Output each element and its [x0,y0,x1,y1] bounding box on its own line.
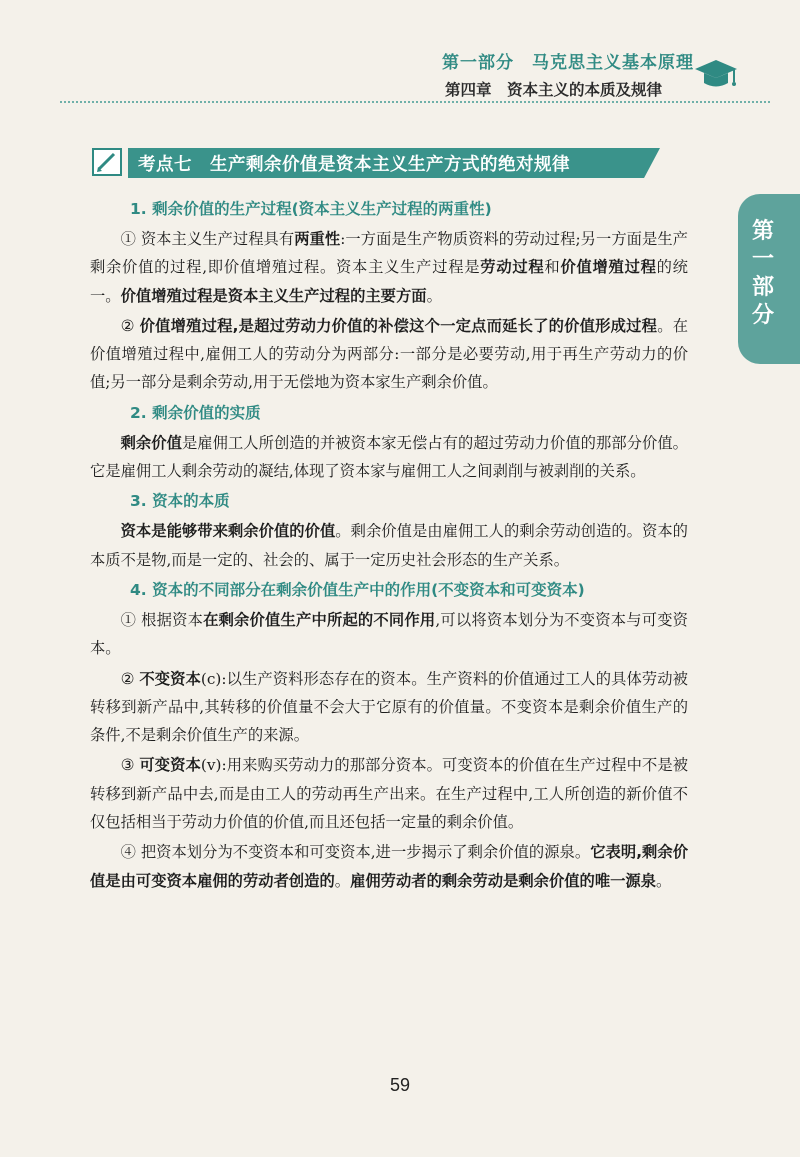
bold-text: 可变资本 [139,756,201,775]
bold-text: 两重性 [294,230,341,248]
header-divider [60,101,770,103]
section-title-banner [92,148,660,180]
subsection-heading-4: 4. 资本的不同部分在剩余价值生产中的作用(不变资本和可变资本) [130,580,585,599]
subsection-heading-2: 2. 剩余价值的实质 [130,403,261,422]
text: ① 资本主义生产过程具有 [120,230,295,248]
text: ② [120,316,140,335]
bold-text: 资本是能够带来剩余价值的价值 [120,522,336,541]
bold-text: 它表明,剩余价值是由可变资本雇佣的劳动者创造的 [90,843,688,890]
paragraph-2-1 [90,429,688,486]
paragraph-4-3 [90,751,688,836]
text: 。 [334,871,351,890]
text: (v):用来购买劳动力的那部分资本。可变资本的价值在生产过程中不是被转移到新产品中去,而是由工人的劳动再生产出来。在生产过程中,工人所创造的新价值不仅包括相当于劳动力价值的价值,而且还包括一定量的剩余价值。 [90,756,689,832]
paragraph-1-2 [90,312,688,397]
text: 是雇佣工人所创造的并被资本家无偿占有的超过劳动力价值的那部分价值。它是雇佣工人剩余劳动的凝结,体现了资本家与雇佣工人之间剥削与被剥削的关系。 [90,433,688,481]
text: ① 根据资本 [120,610,204,629]
bold-text: 价值增殖过程 [560,258,657,277]
bold-text: 价值增殖过程是资本主义生产过程的主要方面 [120,286,427,305]
graduation-cap-icon [694,58,738,92]
paragraph-4-4 [90,838,688,895]
bold-text: 雇佣劳动者的剩余劳动是剩余价值的唯一源泉 [350,871,657,890]
main-content [90,195,688,897]
paragraph-4-1 [90,606,688,663]
paragraph-1-1 [90,225,688,310]
subsection-heading-3: 3. 资本的本质 [130,492,230,511]
bold-text: 剩余价值 [120,433,182,452]
text: (c):以生产资料形态存在的资本。生产资料的价值通过工人的具体劳动被转移到新产品中,其转移的价值量不会大于它原有的价值量。不变资本是剩余价值生产的条件,不是剩余价值生产的来源。 [90,669,688,745]
text: 的统一。 [90,258,688,305]
text: ③ [120,756,140,775]
paragraph-3-1 [90,517,688,574]
bold-text: 价值增殖过程,是超过劳动力价值的补偿这个一定点而延长了的价值形成过程 [139,316,658,335]
subsection-heading-1: 1. 剩余价值的生产过程(资本主义生产过程的两重性) [130,200,492,218]
text: 。 [426,286,442,305]
header-part-title: 第一部分 马克思主义基本原理 [442,53,694,73]
text: :一方面是生产物质资料的劳动过程;另一方面是生产剩余价值的过程,即价值增殖过程。资本主义生产过程是 [90,230,688,277]
side-tab-label: 第一部分 [751,219,774,328]
text: ,可以将资本划分为不变资本与可变资本。 [90,610,688,658]
text: ② [120,669,140,688]
text: 。 [656,871,672,890]
text: ④ 把资本划分为不变资本和可变资本,进一步揭示了剩余价值的源泉。 [120,843,591,862]
text: 。剩余价值是由雇佣工人的剩余劳动创造的。资本的本质不是物,而是一定的、社会的、属于一定历史社会形态的生产关系。 [90,522,688,569]
bold-text: 劳动过程 [480,258,545,277]
text: 。在价值增殖过程中,雇佣工人的劳动分为两部分:一部分是必要劳动,用于再生产劳动力的价值;另一部分是剩余劳动,用于无偿地为资本家生产剩余价值。 [90,316,688,392]
bold-text: 不变资本 [139,669,201,688]
text: 和 [544,258,561,277]
paragraph-4-2 [90,665,688,750]
bold-text: 在剩余价值生产中所起的不同作用 [203,610,436,629]
header-chapter-title: 第四章 资本主义的本质及规律 [445,81,663,99]
page-number: 59 [389,1075,411,1095]
pencil-icon [92,148,122,176]
section-title: 考点七 生产剩余价值是资本主义生产方式的绝对规律 [138,155,570,175]
